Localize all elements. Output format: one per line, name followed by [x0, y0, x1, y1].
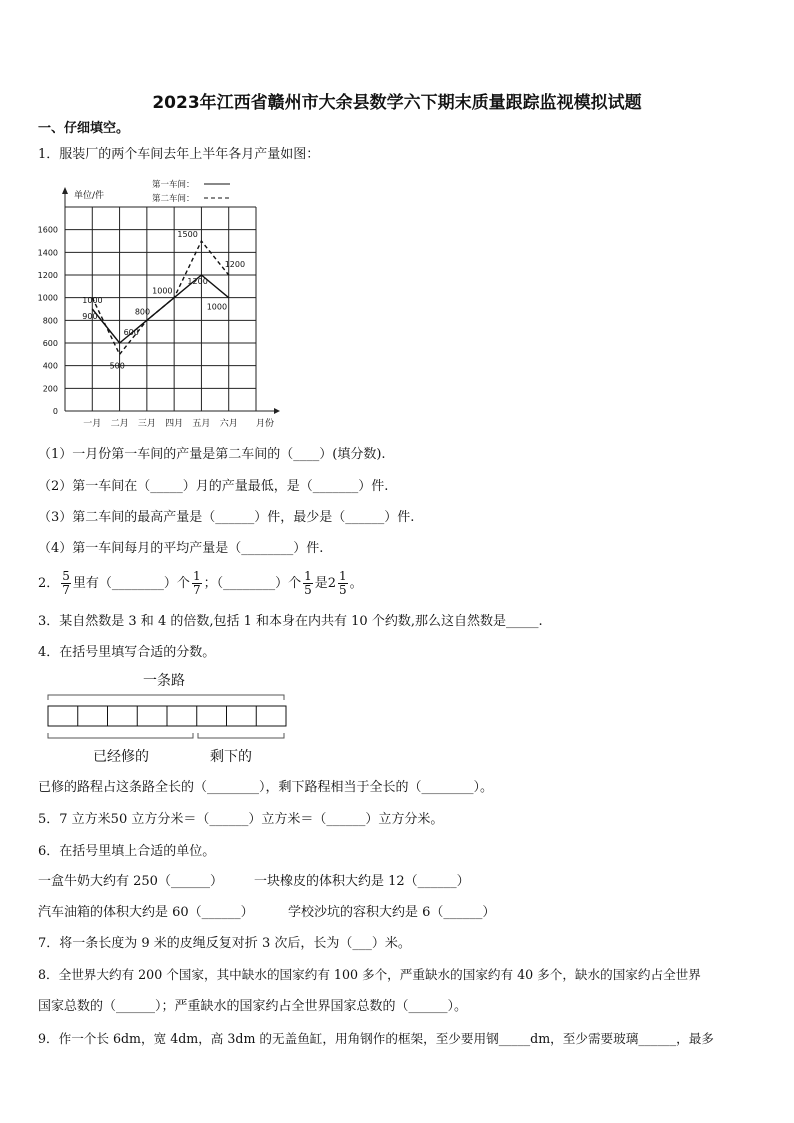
q8-line-2: 国家总数的（______）；严重缺水的国家约占全世界国家总数的（______）。 — [38, 999, 468, 1014]
q1-sub4: （4）第一车间每月的平均产量是（________）件. — [38, 541, 324, 556]
q2-line — [38, 568, 363, 600]
data-labels — [82, 230, 245, 370]
q4-stem: 4．在括号里填写合适的分数。 — [38, 645, 216, 660]
q6-item-c: 汽车油箱的体积大约是 60（______） — [38, 905, 254, 920]
repaired-brace — [48, 733, 193, 738]
q2-fraction-3: $\frac{1}{5}$ — [304, 569, 312, 597]
y-axis-arrow — [62, 187, 68, 194]
q5-line: 5．7 立方米50 立方分米＝（______）立方米＝（______）立方分米。 — [38, 812, 444, 827]
data-label: 1000 — [152, 286, 173, 296]
x-tick-labels — [83, 418, 237, 429]
q3-line: 3．某自然数是 3 和 4 的倍数,包括 1 和本身在内共有 10 个约数,那么这自然数是_____. — [38, 614, 543, 629]
q9-line: 9．作一个长 6dm，宽 4dm，高 3dm 的无盖鱼缸，用角钢作的框架，至少要用钢_____dm，至少需要玻璃______，最多 — [38, 1031, 714, 1046]
legend-dashed-label: 第二车间： — [152, 194, 195, 204]
q1-sub2: （2）第一车间在（_____）月的产量最低，是（_______）件. — [38, 479, 389, 494]
y-tick-label: 600 — [42, 339, 58, 348]
y-axis-label: 单位/件 — [74, 191, 105, 201]
road-diagram — [38, 668, 298, 768]
data-label: 1200 — [187, 277, 208, 286]
y-tick-labels — [38, 226, 58, 416]
road-label: 一条路 — [143, 673, 185, 689]
y-tick-label: 1200 — [37, 271, 58, 280]
x-axis-label: 月份 — [256, 419, 275, 429]
data-label: 1000 — [82, 296, 103, 305]
x-axis-arrow — [274, 408, 280, 414]
x-tick-label: 六月 — [219, 419, 238, 429]
data-label: 500 — [109, 361, 125, 371]
section-heading: 一、仔细填空。 — [38, 121, 130, 136]
q2-text-3: 是 — [314, 576, 328, 591]
exam-title: 2023年江西省赣州市大余县数学六下期末质量跟踪监视模拟试题 — [152, 93, 642, 113]
q1-sub1: （1）一月份第一车间的产量是第二车间的（____）(填分数). — [38, 447, 386, 462]
x-tick-label: 三月 — [137, 419, 156, 429]
y-tick-label: 1400 — [37, 248, 58, 258]
q4-answer: 已修的路程占这条路全长的（________），剩下路程相当于全长的（________）。 — [38, 780, 494, 795]
data-label: 1200 — [224, 260, 246, 269]
y-tick-label: 1600 — [37, 225, 58, 235]
q2-fraction-4: $\frac{1}{5}$ — [339, 569, 347, 597]
data-label: 1500 — [177, 230, 198, 239]
q2-text-1: 里有（________）个 — [72, 576, 190, 591]
q7-line: 7．将一条长度为 9 米的皮绳反复对折 3 次后，长为（___）米。 — [38, 936, 411, 951]
q1-stem: 1．服装厂的两个车间去年上半年各月产量如图： — [38, 147, 320, 162]
q2-whole: 2 — [327, 576, 337, 591]
q2-fraction-2: $\frac{1}{7}$ — [192, 569, 201, 597]
remaining-label: 剩下的 — [210, 749, 252, 765]
q6-stem: 6．在括号里填上合适的单位。 — [38, 844, 216, 859]
q2-text-2: ；（________）个 — [203, 576, 302, 591]
data-label: 600 — [123, 328, 139, 337]
data-label: 1000 — [206, 302, 228, 312]
y-tick-label: 400 — [42, 361, 58, 371]
road-segments — [48, 706, 286, 726]
legend-solid-label: 第一车间： — [152, 180, 195, 190]
y-tick-label: 1000 — [37, 293, 58, 303]
q6-item-d: 学校沙坑的容积大约是 6（______） — [288, 905, 496, 920]
remaining-brace — [198, 733, 284, 738]
production-line-chart — [30, 170, 300, 435]
data-label: 900 — [82, 312, 98, 321]
q2-fraction-1: $\frac{5}{7}$ — [62, 569, 70, 597]
y-tick-label: 200 — [42, 384, 58, 394]
y-tick-label: 0 — [52, 407, 58, 416]
road-top-brace — [48, 695, 284, 700]
data-label: 800 — [134, 307, 151, 317]
x-tick-label: 一月 — [83, 419, 102, 429]
q6-item-a: 一盒牛奶大约有 250（______） — [38, 874, 223, 889]
repaired-label: 已经修的 — [93, 749, 149, 765]
x-tick-label: 二月 — [110, 419, 129, 429]
y-tick-label: 800 — [42, 316, 58, 326]
q2-prefix: 2． — [38, 576, 60, 591]
x-tick-label: 四月 — [165, 419, 184, 429]
q8-line-1: 8．全世界大约有 200 个国家，其中缺水的国家约有 100 多个，严重缺水的国家约有 40 多个，缺水的国家约占全世界 — [38, 967, 701, 982]
x-tick-label: 五月 — [192, 419, 211, 429]
q1-sub3: （3）第二车间的最高产量是（______）件，最少是（______）件. — [38, 510, 415, 525]
q2-text-4: 。 — [349, 576, 363, 591]
q6-item-b: 一块橡皮的体积大约是 12（______） — [254, 874, 470, 889]
